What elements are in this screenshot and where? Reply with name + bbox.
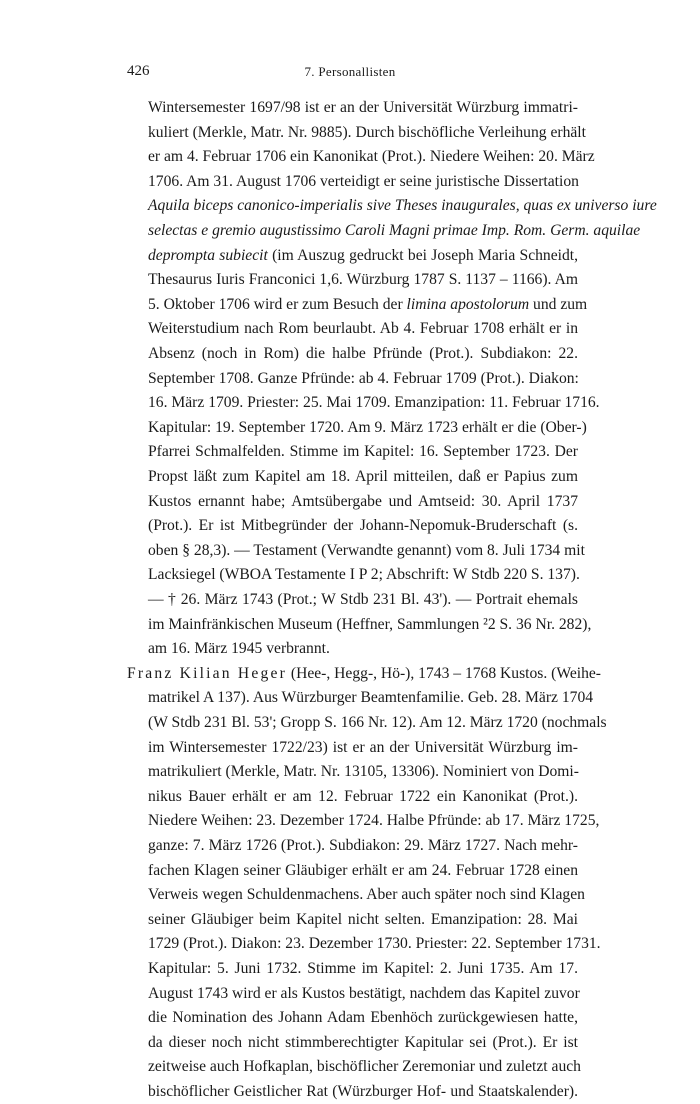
text-line bbox=[148, 219, 641, 243]
text-segment: Verweis wegen Schuldenmachens. Aber auch später noch sind Klagen bbox=[148, 886, 585, 904]
text-line bbox=[148, 293, 588, 317]
text-segment: Niedere Weihen: 23. Dezember 1724. Halbe Pfründe: ab 17. März 1725, bbox=[148, 812, 600, 830]
italic-text: selectas e gremio augustissimo Caroli Magni primae Imp. Rom. Germ. aquilae bbox=[148, 222, 641, 239]
text-line bbox=[148, 1080, 578, 1104]
text-segment: 5. Oktober 1706 wird er zum Besuch der bbox=[148, 295, 407, 313]
text-line bbox=[148, 760, 578, 784]
text-segment: und zum bbox=[529, 295, 588, 313]
text-line bbox=[148, 637, 578, 661]
text-segment: im Mainfränkischen Museum (Heffner, Sammlungen ²2 S. 36 Nr. 282), bbox=[148, 615, 592, 633]
text-line bbox=[148, 588, 578, 612]
text-segment: oben § 28,3). — Testament (Verwandte genannt) vom 8. Juli 1734 mit bbox=[148, 541, 585, 559]
text-line bbox=[148, 96, 578, 120]
text-line bbox=[148, 244, 578, 268]
text-line bbox=[148, 932, 601, 956]
text-segment: bischöflicher Geistlicher Rat (Würzburger Hof- und Staatskalender). bbox=[148, 1083, 578, 1100]
text-segment: Absenz (noch in Rom) die halbe Pfründe (Prot.). Subdiakon: 22. bbox=[148, 345, 578, 362]
text-line bbox=[148, 416, 587, 440]
text-segment: Kustos ernannt habe; Amtsübergabe und Amtseid: 30. April 1737 bbox=[148, 492, 578, 510]
text-segment: (Hee-, Hegg-, Hö-), 1743 – 1768 Kustos. (Weihe- bbox=[286, 664, 601, 682]
text-segment: Pfarrei Schmalfelden. Stimme im Kapitel: 16. September 1723. Der bbox=[148, 443, 578, 461]
text-line bbox=[148, 194, 657, 218]
text-segment: er am 4. Februar 1706 ein Kanonikat (Prot.). Niedere Weihen: 20. März bbox=[148, 148, 595, 166]
text-segment: September 1708. Ganze Pfründe: ab 4. Februar 1709 (Prot.). Diakon: bbox=[148, 369, 579, 387]
text-line bbox=[148, 563, 578, 587]
text-line bbox=[148, 834, 578, 858]
running-head: 7. Personallisten bbox=[304, 64, 396, 79]
text-segment: matrikel A 137). Aus Würzburger Beamtenfamilie. Geb. 28. März 1704 bbox=[148, 689, 594, 707]
text-line bbox=[148, 539, 585, 563]
text-line bbox=[148, 711, 607, 735]
text-line bbox=[148, 1055, 581, 1079]
text-line bbox=[148, 465, 578, 489]
text-segment: matrikuliert (Merkle, Matr. Nr. 13105, 13306). Nominiert von Domi- bbox=[148, 763, 579, 781]
text-line bbox=[148, 391, 600, 415]
text-line bbox=[148, 908, 578, 932]
text-line bbox=[148, 121, 586, 145]
text-line bbox=[148, 490, 578, 514]
text-line bbox=[148, 170, 578, 194]
text-line bbox=[148, 736, 578, 760]
text-line bbox=[148, 957, 578, 981]
entry-name: Franz Kilian Heger bbox=[127, 664, 287, 682]
page-number: 426 bbox=[127, 63, 150, 79]
text-line bbox=[148, 1031, 578, 1055]
text-line bbox=[148, 883, 585, 907]
text-line bbox=[127, 662, 601, 686]
text-line bbox=[148, 367, 578, 391]
italic-text: limina apostolorum bbox=[406, 295, 530, 313]
text-segment: August 1743 wird er als Kustos bestätigt, nachdem das Kapitel zuvor bbox=[148, 984, 580, 1002]
text-segment: Kapitular: 5. Juni 1732. Stimme im Kapitel: 2. Juni 1735. Am 17. bbox=[148, 960, 578, 977]
italic-text: deprompta subiecit bbox=[148, 246, 268, 264]
text-segment: kuliert (Merkle, Matr. Nr. 9885). Durch bischöfliche Verleihung erhält bbox=[148, 123, 586, 141]
text-segment: Propst läßt zum Kapitel am 18. April mitteilen, daß er Papius zum bbox=[148, 468, 578, 485]
text-line bbox=[148, 613, 592, 637]
text-segment: Weiterstudium nach Rom beurlaubt. Ab 4. Februar 1708 erhält er in bbox=[148, 320, 578, 338]
text-line bbox=[148, 268, 578, 292]
text-segment: (im Auszug gedruckt bei Joseph Maria Schneidt, bbox=[267, 246, 578, 264]
text-line bbox=[148, 982, 578, 1006]
text-segment: da dieser noch nicht stimmberechtigter Kapitular sei (Prot.). Er ist bbox=[148, 1033, 578, 1051]
text-segment: ganze: 7. März 1726 (Prot.). Subdiakon: 29. März 1727. Nach mehr- bbox=[148, 837, 578, 854]
text-line bbox=[148, 342, 578, 366]
text-segment: zeitweise auch Hofkaplan, bischöflicher Zeremoniar und zuletzt auch bbox=[148, 1058, 581, 1076]
text-line bbox=[148, 514, 578, 538]
text-line bbox=[148, 145, 595, 169]
text-line bbox=[148, 317, 578, 341]
text-line bbox=[148, 859, 578, 883]
text-segment: fachen Klagen seiner Gläubiger erhält er am 24. Februar 1728 einen bbox=[148, 861, 578, 879]
text-line bbox=[148, 785, 578, 809]
text-segment: (W Stdb 231 Bl. 53'; Gropp S. 166 Nr. 12). Am 12. März 1720 (nochmals bbox=[148, 714, 607, 731]
text-segment: die Nomination des Johann Adam Ebenhöch zurückgewiesen hatte, bbox=[148, 1009, 578, 1027]
text-segment: 1729 (Prot.). Diakon: 23. Dezember 1730. Priester: 22. September 1731. bbox=[148, 935, 601, 953]
text-segment: 1706. Am 31. August 1706 verteidigt er seine juristische Dissertation bbox=[148, 172, 579, 190]
text-segment: Wintersemester 1697/98 ist er an der Universität Würzburg immatri- bbox=[148, 99, 578, 116]
text-line bbox=[148, 686, 594, 710]
text-segment: 16. März 1709. Priester: 25. Mai 1709. Emanzipation: 11. Februar 1716. bbox=[148, 394, 600, 412]
text-line bbox=[148, 1006, 578, 1030]
italic-text: Aquila biceps canonico-imperialis sive Theses inaugurales, quas ex universo iure bbox=[148, 197, 657, 215]
text-segment: nikus Bauer erhält er am 12. Februar 1722 ein Kanonikat (Prot.). bbox=[148, 787, 578, 805]
text-segment: seiner Gläubiger beim Kapitel nicht selten. Emanzipation: 28. Mai bbox=[148, 910, 578, 928]
text-segment: im Wintersemester 1722/23) ist er an der Universität Würzburg im- bbox=[148, 738, 578, 756]
text-segment: am 16. März 1945 verbrannt. bbox=[148, 640, 330, 658]
text-segment: — † 26. März 1743 (Prot.; W Stdb 231 Bl. 43'). — Portrait ehemals bbox=[148, 591, 578, 608]
text-segment: Thesaurus Iuris Franconici 1,6. Würzburg 1787 S. 1137 – 1166). Am bbox=[148, 271, 578, 289]
text-line bbox=[148, 809, 600, 833]
text-segment: Kapitular: 19. September 1720. Am 9. März 1723 erhält er die (Ober-) bbox=[148, 418, 587, 436]
text-segment: (Prot.). Er ist Mitbegründer der Johann-Nepomuk-Bruderschaft (s. bbox=[148, 517, 578, 535]
text-segment: Lacksiegel (WBOA Testamente I P 2; Abschrift: W Stdb 220 S. 137). bbox=[148, 566, 580, 584]
text-line bbox=[148, 440, 578, 464]
